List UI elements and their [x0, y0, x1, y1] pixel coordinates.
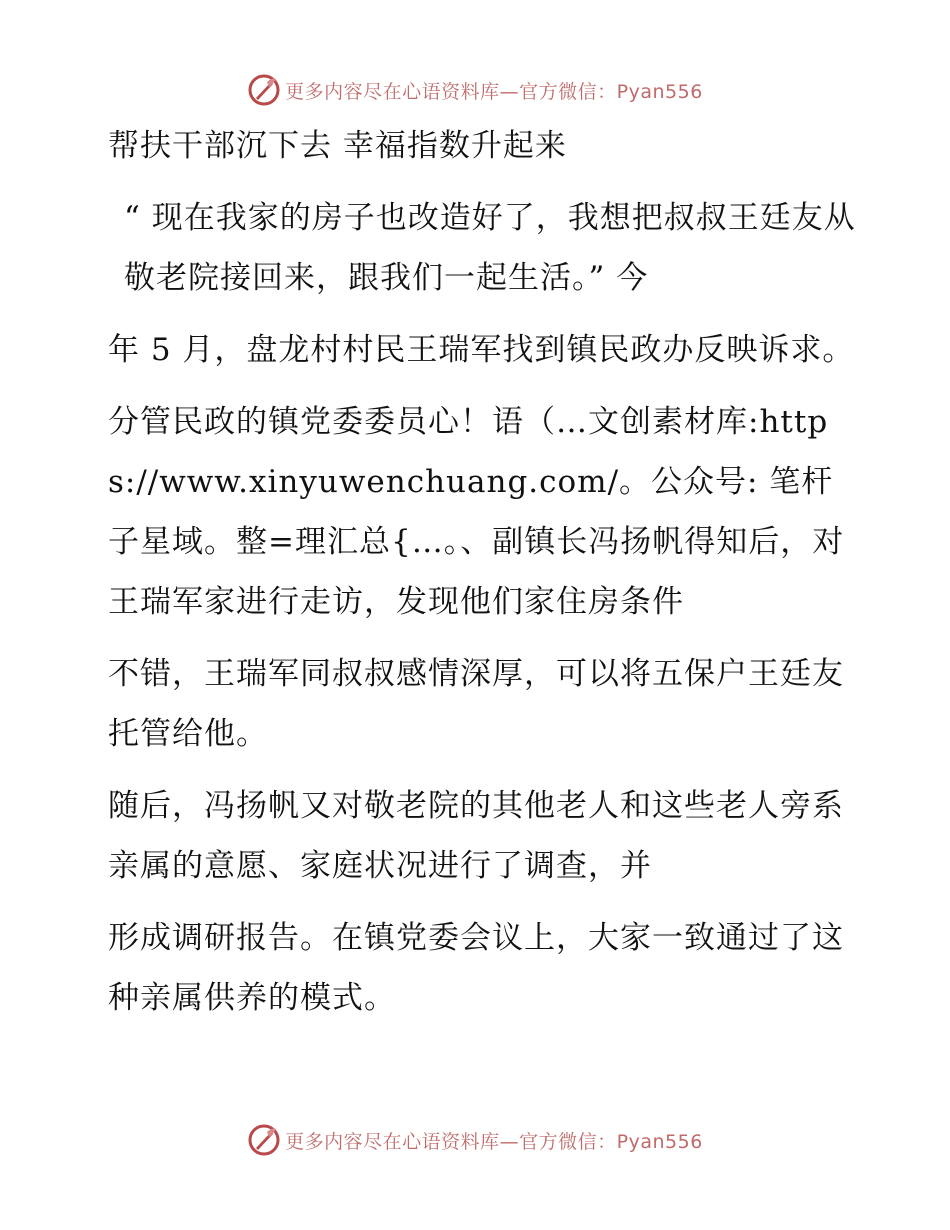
header-banner: [0, 70, 950, 110]
document-title: 帮扶干部沉下去 幸福指数升起来: [108, 128, 567, 164]
paragraph-1: [124, 188, 856, 308]
paragraph-6-text: 形成调研报告。在镇党委会议上，大家一致通过了这种亲属供养的模式。: [108, 920, 844, 1016]
paragraph-2-text: 年 5 月，盘龙村村民王瑞军找到镇民政办反映诉求。: [108, 332, 855, 368]
paragraph-6: [96, 908, 856, 1028]
footer-banner: [0, 1120, 950, 1160]
header-banner-text: 更多内容尽在心语资料库—官方微信：Pyan556: [285, 80, 703, 103]
paragraph-5: [96, 776, 856, 896]
quill-pen-logo-icon: [247, 1123, 281, 1157]
paragraph-3-text: 分管民政的镇党委委员心！语（…文创素材库:https://www.xinyuwenchuang.com/。公众号: 笔杆子星域。整=理汇总{…。、副镇长冯扬帆得知后，对王瑞军家进行走访，发现他们家住房条件: [108, 404, 845, 620]
document-body: [96, 124, 856, 1040]
paragraph-4: [96, 644, 856, 764]
paragraph-3: [96, 392, 856, 632]
footer-banner-text: 更多内容尽在心语资料库—官方微信：Pyan556: [285, 1130, 703, 1153]
quill-pen-logo-icon: [247, 73, 281, 107]
paragraph-5-text: 随后，冯扬帆又对敬老院的其他老人和这些老人旁系亲属的意愿、家庭状况进行了调查，并: [108, 788, 844, 884]
paragraph-4-text: 不错，王瑞军同叔叔感情深厚，可以将五保户王廷友托管给他。: [108, 656, 844, 752]
paragraph-2: [96, 320, 856, 380]
paragraph-1-text: “ 现在我家的房子也改造好了，我想把叔叔王廷友从敬老院接回来，跟我们一起生活。” 今: [124, 200, 856, 296]
